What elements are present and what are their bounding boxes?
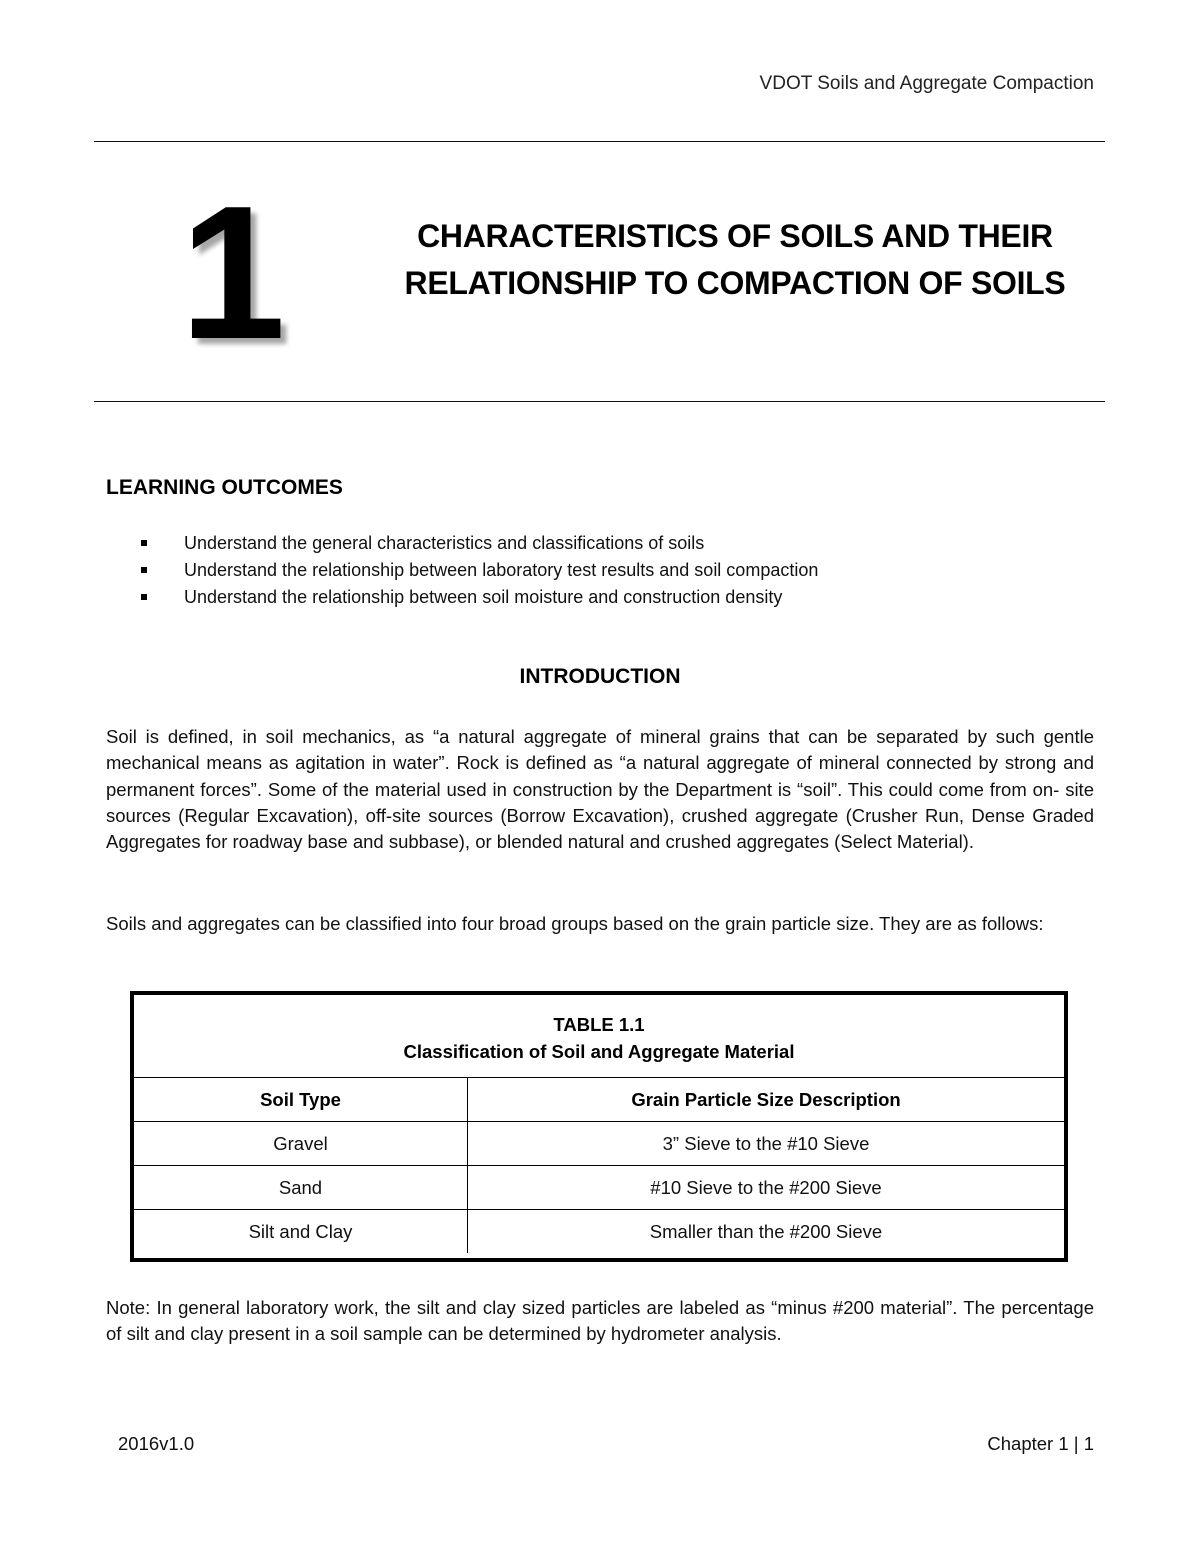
running-header: VDOT Soils and Aggregate Compaction <box>759 73 1094 94</box>
square-bullet-icon <box>141 540 147 546</box>
chapter-title-line-1: CHARACTERISTICS OF SOILS AND THEIR <box>417 218 1053 254</box>
table-cell: Gravel <box>134 1122 468 1166</box>
chapter-number: 1 <box>180 167 282 379</box>
footer-page-number: Chapter 1 | 1 <box>987 1433 1094 1454</box>
table-cell: 3” Sieve to the #10 Sieve <box>468 1122 1065 1166</box>
table-row <box>134 1210 1064 1254</box>
learning-outcomes-heading: LEARNING OUTCOMES <box>106 476 343 499</box>
header-rule <box>94 141 1105 142</box>
table-caption-title: TABLE 1.1 <box>553 1014 645 1035</box>
introduction-heading: INTRODUCTION <box>519 665 681 688</box>
outcome-text: Understand the general characteristics and classifications of soils <box>184 533 705 553</box>
note-paragraph <box>106 1295 1094 1348</box>
chapter-title <box>340 213 1130 307</box>
chapter-title-line-2: RELATIONSHIP TO COMPACTION OF SOILS <box>404 265 1066 301</box>
table-row <box>134 1166 1064 1210</box>
table-header-row <box>134 1078 1064 1122</box>
square-bullet-icon <box>141 567 147 573</box>
classification-table <box>130 991 1068 1262</box>
square-bullet-icon <box>141 594 147 600</box>
table-row <box>134 1122 1064 1166</box>
table-caption-subtitle: Classification of Soil and Aggregate Material <box>403 1041 795 1062</box>
note-label: Note: <box>106 1297 151 1318</box>
introduction-paragraph-2: Soils and aggregates can be classified into four broad groups based on the grain particle size. They are as follows: <box>106 913 1044 934</box>
column-header-grain-size: Grain Particle Size Description <box>468 1078 1065 1122</box>
note-text: In general laboratory work, the silt and clay sized particles are labeled as “minus #200 material”. The percentage of silt and clay present in a soil sample can be determined by hydrometer analysis. <box>106 1297 1094 1345</box>
outcome-text: Understand the relationship between soil moisture and construction density <box>184 587 783 607</box>
table-caption <box>134 995 1064 1078</box>
table-cell: Smaller than the #200 Sieve <box>468 1210 1065 1254</box>
chapter-rule <box>94 401 1105 402</box>
outcome-text: Understand the relationship between laboratory test results and soil compaction <box>184 560 819 580</box>
table-cell: #10 Sieve to the #200 Sieve <box>468 1166 1065 1210</box>
introduction-paragraph-1: Soil is defined, in soil mechanics, as “a natural aggregate of mineral grains that can be separated by such gentle mechanical means as agitation in water”. Rock is defined as “a natural aggregate of mineral connected by strong and permanent forces”. Some of the material used in construction by the Department is “soil”. This could come from on- site sources (Regular Excavation), off-site sources (Borrow Excavation), crushed aggregate (Crusher Run, Dense Graded Aggregates for roadway base and subbase), or blended natural and crushed aggregates (Select Material). <box>106 726 1094 853</box>
table-cell: Sand <box>134 1166 468 1210</box>
footer-version: 2016v1.0 <box>118 1433 195 1454</box>
soil-table <box>134 1077 1064 1253</box>
table-cell: Silt and Clay <box>134 1210 468 1254</box>
column-header-soil-type: Soil Type <box>134 1078 468 1122</box>
